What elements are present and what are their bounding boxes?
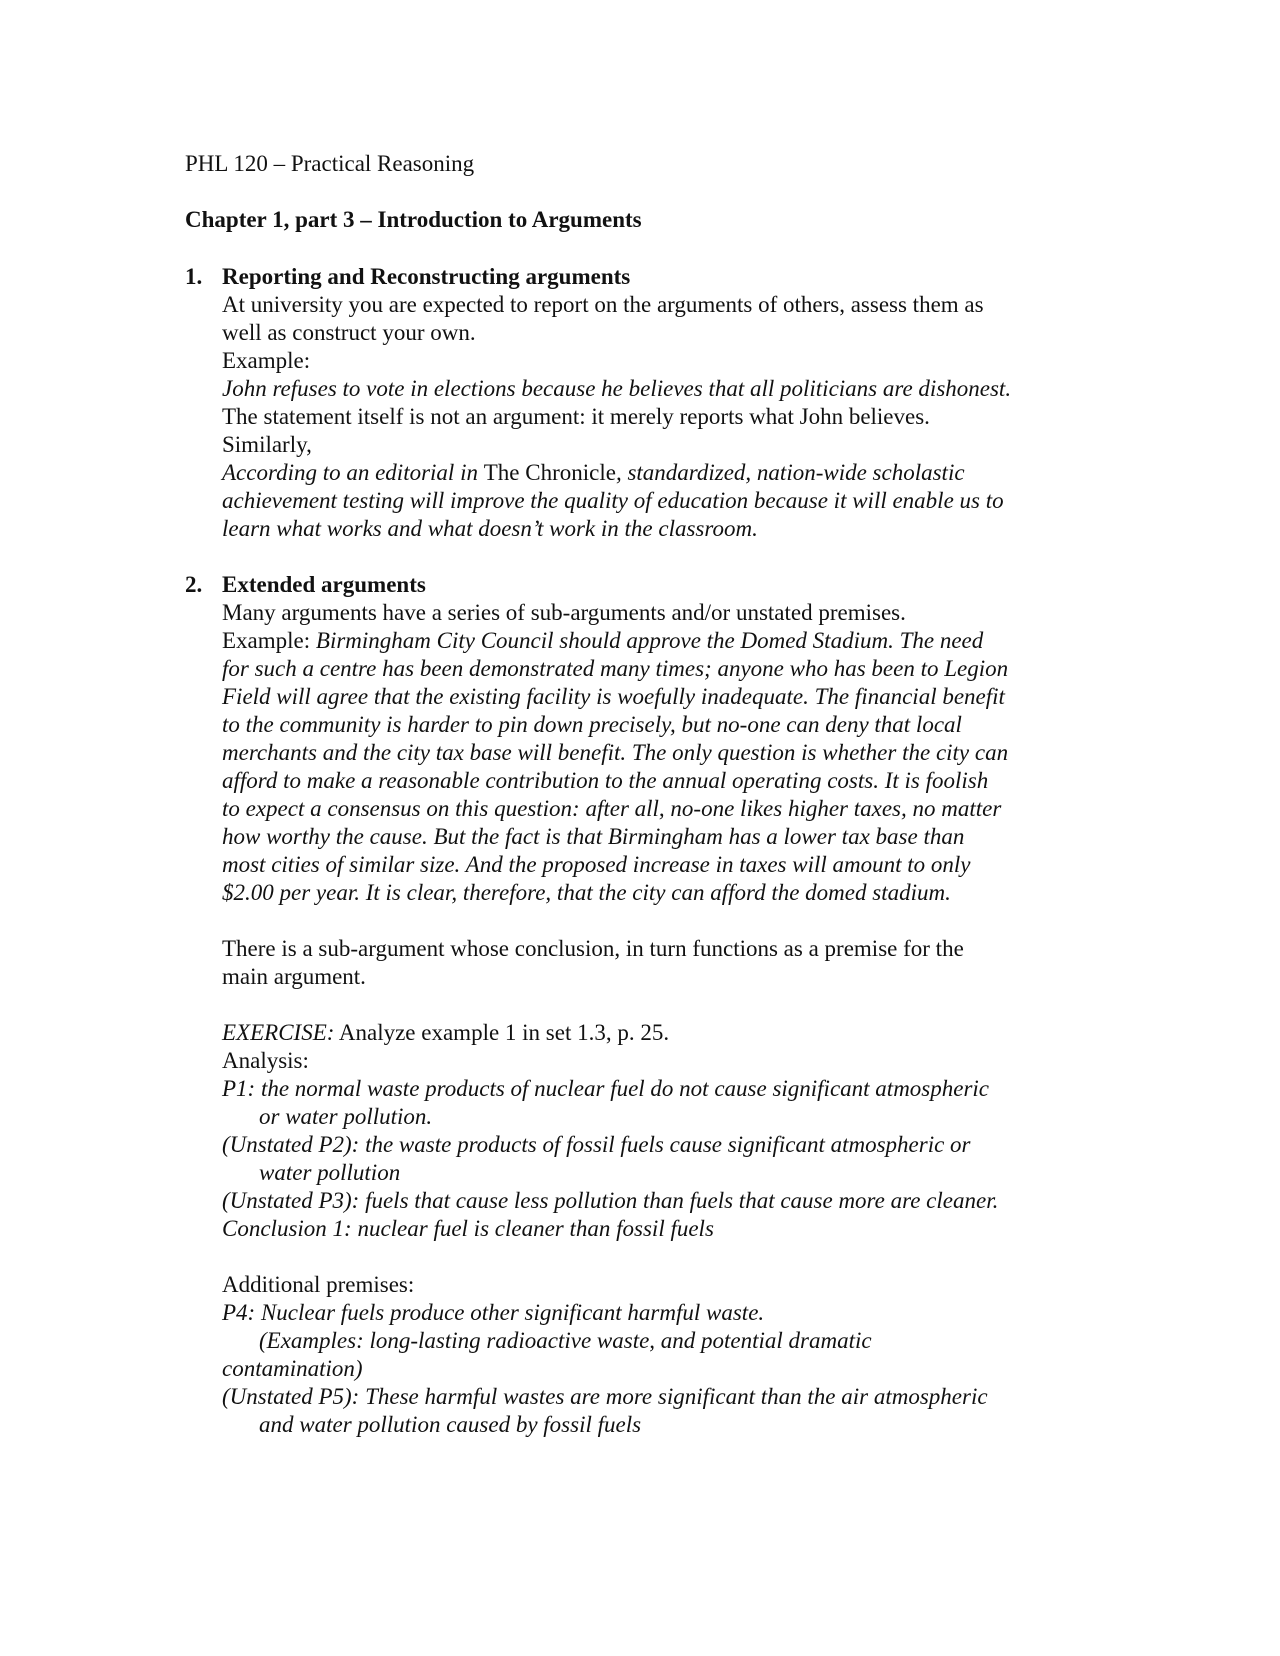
additional-premises-label: Additional premises: (222, 1272, 415, 1297)
editorial-quote-line-1 (222, 459, 965, 487)
section-1-intro-line-1: At university you are expected to report on the arguments of others, assess them as (222, 292, 984, 317)
section-1-number: 1. (185, 264, 203, 289)
stadium-example-line: merchants and the city tax base will benefit. The only question is whether the city can (222, 740, 1009, 765)
exercise-text: Analyze example 1 in set 1.3, p. 25. (334, 1020, 670, 1045)
premise-2-line-1: (Unstated P2): the waste products of fossil fuels cause significant atmospheric or (222, 1132, 971, 1157)
premise-4: P4: Nuclear fuels produce other significant harmful waste. (222, 1300, 765, 1325)
stadium-example-label: Example: (222, 628, 316, 653)
stadium-example-line: to the community is harder to pin down precisely, but no-one can deny that local (222, 712, 962, 737)
stadium-example-line: most cities of similar size. And the proposed increase in taxes will amount to only (222, 852, 971, 877)
sub-argument-line-2: main argument. (222, 964, 366, 989)
example-john: John refuses to vote in elections because he believes that all politicians are dishonest. (222, 376, 1012, 401)
sub-argument-line-1: There is a sub-argument whose conclusion, in turn functions as a premise for the (222, 936, 964, 961)
course-title: PHL 120 – Practical Reasoning (185, 151, 475, 176)
editorial-quote-line-2: achievement testing will improve the quality of education because it will enable us to (222, 488, 1004, 513)
stadium-example-line: Field will agree that the existing facility is woefully inadequate. The financial benefit (222, 684, 1005, 709)
premise-2-line-2: water pollution (259, 1160, 401, 1185)
stadium-example-line: afford to make a reasonable contribution to the annual operating costs. It is foolish (222, 768, 989, 793)
stadium-example-line: to expect a consensus on this question: after all, no-one likes higher taxes, no matter (222, 796, 1002, 821)
stadium-example-line: for such a centre has been demonstrated many times; anyone who has been to Legion (222, 656, 1009, 681)
section-1-comment: The statement itself is not an argument: it merely reports what John believes. (222, 404, 930, 429)
stadium-example-line: how worthy the cause. But the fact is that Birmingham has a lower tax base than (222, 824, 965, 849)
premise-5-line-1: (Unstated P5): These harmful wastes are more significant than the air atmospheric (222, 1384, 988, 1409)
exercise-line (222, 1019, 669, 1047)
section-1-example-label: Example: (222, 348, 311, 373)
section-1-heading: Reporting and Reconstructing arguments (222, 264, 631, 289)
quote-part-a: According to an editorial in (222, 460, 484, 485)
editorial-quote-line-3: learn what works and what doesn’t work in the classroom. (222, 516, 758, 541)
section-2-heading: Extended arguments (222, 572, 426, 597)
premise-1-line-1: P1: the normal waste products of nuclear fuel do not cause significant atmospheric (222, 1076, 990, 1101)
section-2-intro: Many arguments have a series of sub-arguments and/or unstated premises. (222, 600, 906, 625)
section-2-number: 2. (185, 572, 203, 597)
analysis-label: Analysis: (222, 1048, 309, 1073)
stadium-example-line: $2.00 per year. It is clear, therefore, that the city can afford the domed stadium. (222, 880, 951, 905)
premise-4-examples-line-2: contamination) (222, 1356, 363, 1381)
section-1-intro-line-2: well as construct your own. (222, 320, 476, 345)
premise-1-line-2: or water pollution. (259, 1104, 433, 1129)
section-1-similarly: Similarly, (222, 432, 312, 457)
exercise-label: EXERCISE: (222, 1020, 335, 1045)
conclusion-1: Conclusion 1: nuclear fuel is cleaner than fossil fuels (222, 1216, 714, 1241)
chapter-title: Chapter 1, part 3 – Introduction to Arguments (185, 207, 642, 232)
quote-part-c: , standardized, nation-wide scholastic (615, 460, 965, 485)
stadium-example-line-1 (222, 627, 983, 655)
premise-3: (Unstated P3): fuels that cause less pollution than fuels that cause more are cleaner. (222, 1188, 999, 1213)
premise-4-examples-line-1: (Examples: long-lasting radioactive waste, and potential dramatic (259, 1328, 872, 1353)
premise-5-line-2: and water pollution caused by fossil fuels (259, 1412, 642, 1437)
publication-name: The Chronicle (483, 460, 616, 485)
stadium-example-start: Birmingham City Council should approve the Domed Stadium. The need (315, 628, 984, 653)
